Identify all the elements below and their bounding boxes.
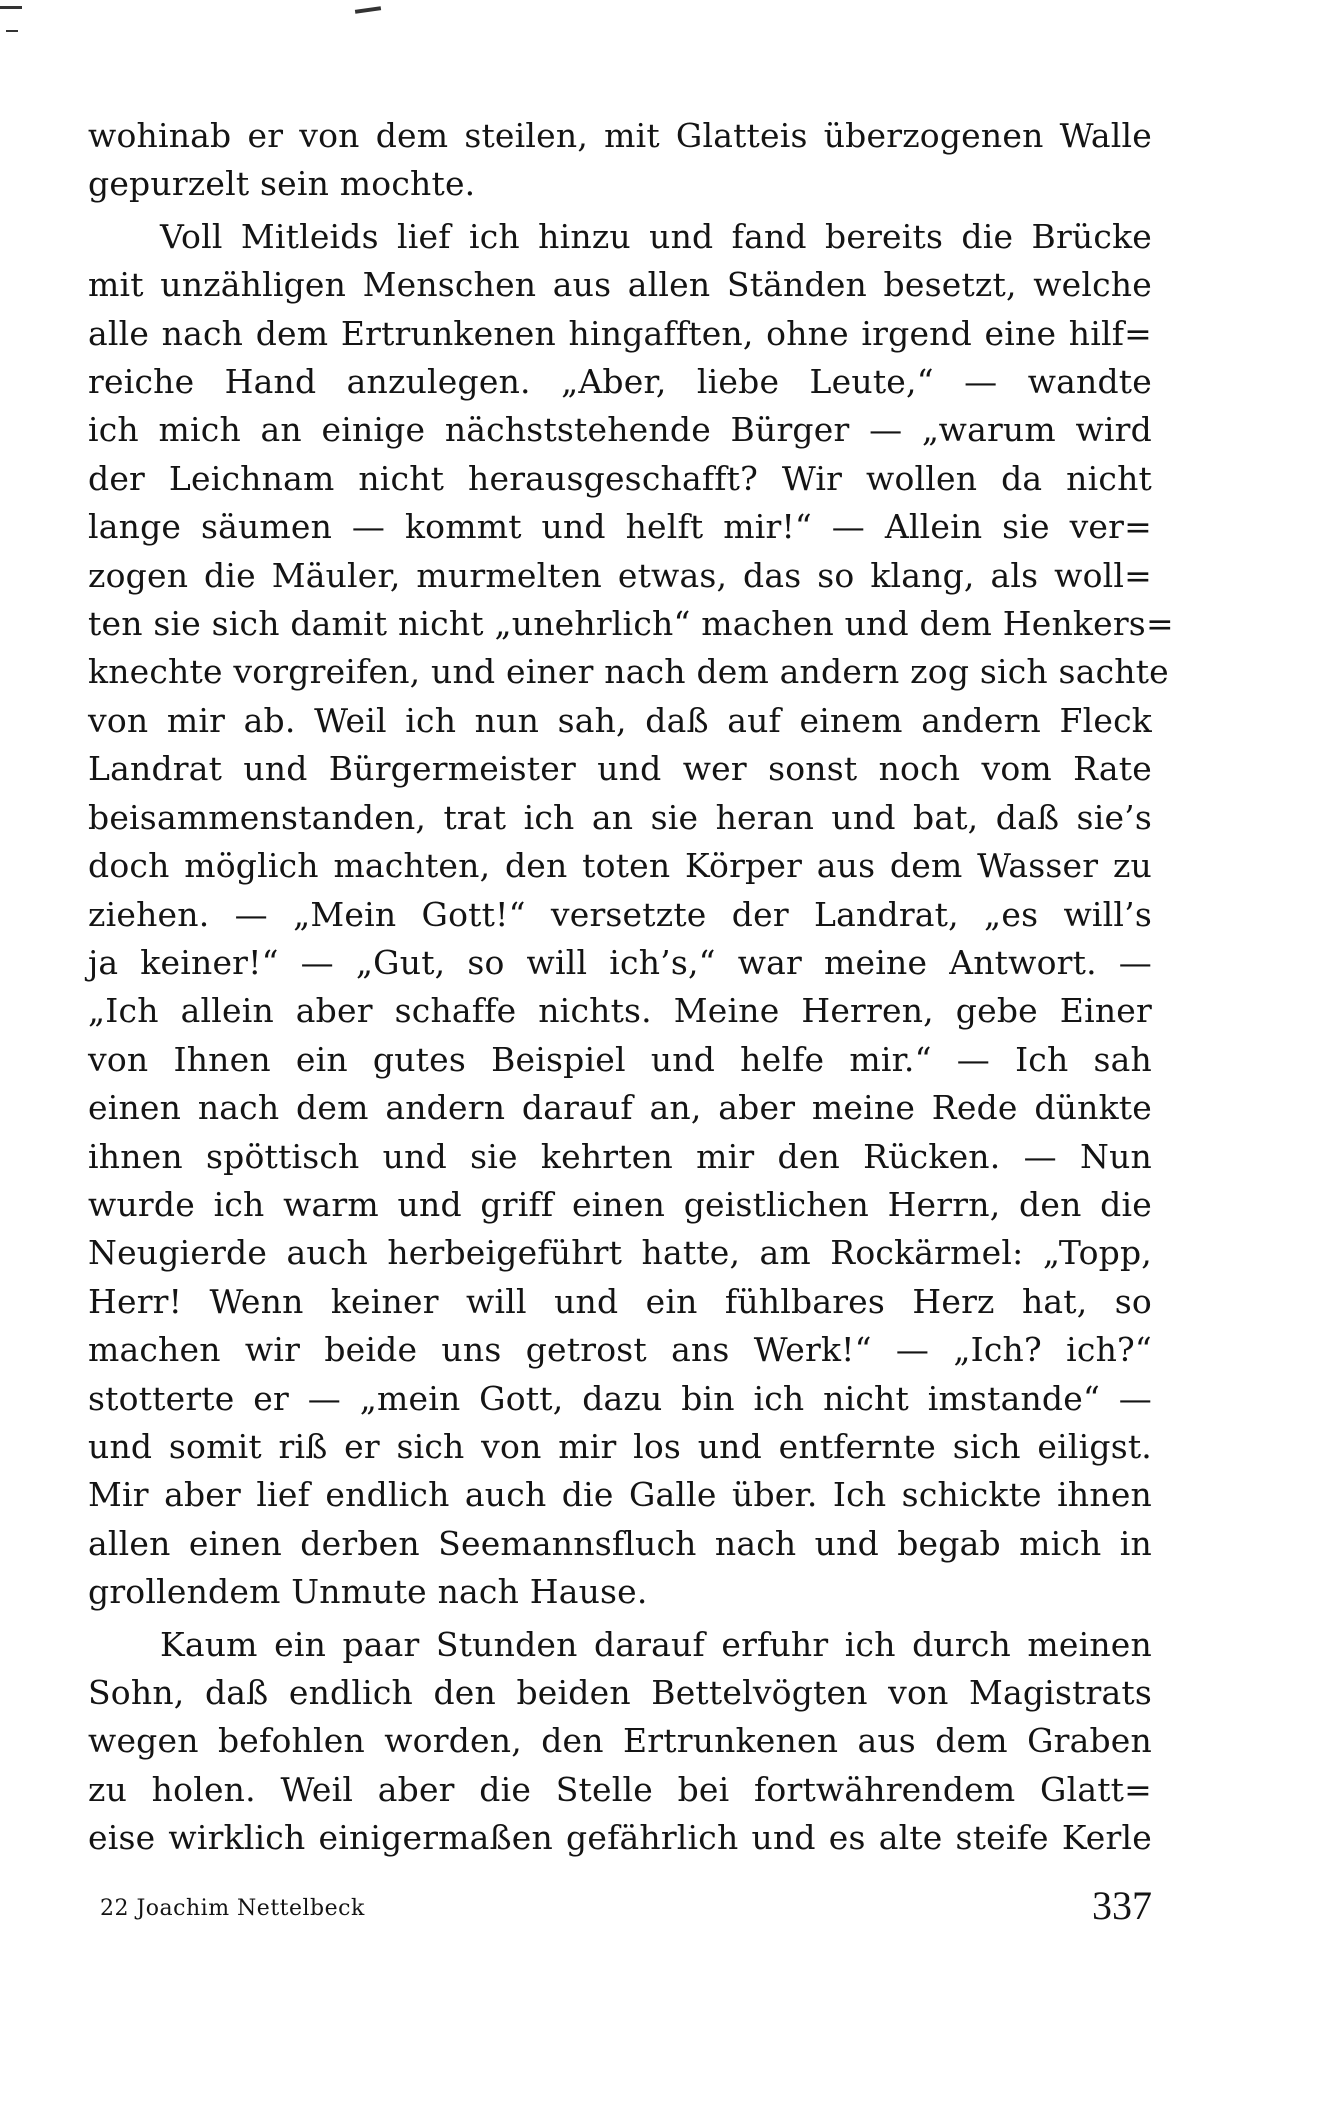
- text-line: Kaum ein paar Stunden darauf erfuhr ich durch meinen: [160, 1624, 1152, 1664]
- text-line: Sohn, daß endlich den beiden Bettelvögten von Magistrats: [88, 1673, 1152, 1712]
- scan-mark: [355, 6, 381, 14]
- text-line: ziehen. — „Mein Gott!“ versetzte der Landrat, „es will’s: [88, 894, 1152, 934]
- text-line: Herr! Wenn keiner will und ein fühlbares Herz hat, so: [88, 1281, 1152, 1321]
- text-line: ich mich an einige nächststehende Bürger — „warum wird: [88, 410, 1152, 450]
- page-number: 337: [1092, 1883, 1152, 1928]
- text-line: einen nach dem andern darauf an, aber meine Rede dünkte: [88, 1088, 1152, 1128]
- text-line: und somit riß er sich von mir los und entfernte sich eiligst.: [88, 1426, 1152, 1466]
- text-line: gepurzelt sein mochte.: [88, 164, 476, 204]
- paragraph: [88, 112, 1152, 209]
- signature-mark: 22 Joachim Nettelbeck: [100, 1896, 365, 1921]
- text-line: ihnen spöttisch und sie kehrten mir den Rücken. — Nun: [88, 1136, 1152, 1176]
- text-line: von mir ab. Weil ich nun sah, daß auf einem andern Fleck: [88, 700, 1152, 740]
- paragraph: [88, 213, 1174, 1617]
- text-line: ten sie sich damit nicht „unehrlich“ machen und dem Henkers=: [88, 604, 1174, 644]
- text-line: ja keiner!“ — „Gut, so will ich’s,“ war meine Antwort. —: [88, 942, 1152, 982]
- scan-mark: [0, 6, 22, 9]
- text-line: stotterte er — „mein Gott, dazu bin ich nicht imstande“ —: [88, 1378, 1152, 1418]
- text-line: beisammenstanden, trat ich an sie heran und bat, daß sie’s: [88, 797, 1152, 837]
- text-line: wohinab er von dem steilen, mit Glatteis überzogenen Walle: [88, 116, 1152, 155]
- text-line: Landrat und Bürgermeister und wer sonst noch vom Rate: [88, 749, 1152, 789]
- text-line: Neugierde auch herbeigeführt hatte, am Rockärmel: „Topp,: [88, 1233, 1152, 1273]
- paragraph: [88, 1621, 1152, 1863]
- scan-mark: [6, 30, 18, 32]
- text-line: zu holen. Weil aber die Stelle bei fortwährendem Glatt=: [88, 1769, 1152, 1809]
- text-line: knechte vorgreifen, und einer nach dem andern zog sich sachte: [88, 652, 1169, 692]
- text-line: wurde ich warm und griff einen geistlichen Herrn, den die: [88, 1184, 1152, 1224]
- text-line: „Ich allein aber schaffe nichts. Meine Herren, gebe Einer: [88, 991, 1152, 1031]
- text-line: alle nach dem Ertrunkenen hingafften, ohne irgend eine hilf=: [88, 313, 1152, 353]
- text-line: Voll Mitleids lief ich hinzu und fand bereits die Brücke: [160, 216, 1152, 256]
- book-page-text: [88, 112, 1174, 1863]
- text-line: machen wir beide uns getrost ans Werk!“ — „Ich? ich?“: [88, 1330, 1152, 1370]
- text-line: lange säumen — kommt und helft mir!“ — Allein sie ver=: [88, 507, 1152, 547]
- text-line: grollendem Unmute nach Hause.: [88, 1572, 648, 1612]
- text-line: von Ihnen ein gutes Beispiel und helfe mir.“ — Ich sah: [88, 1039, 1152, 1079]
- text-line: doch möglich machten, den toten Körper aus dem Wasser zu: [88, 846, 1152, 886]
- text-line: mit unzähligen Menschen aus allen Ständen besetzt, welche: [88, 265, 1152, 305]
- page-footer: [100, 1882, 1152, 1932]
- text-line: eise wirklich einigermaßen gefährlich und es alte steife Kerle: [88, 1818, 1152, 1858]
- text-line: reiche Hand anzulegen. „Aber, liebe Leute,“ — wandte: [88, 362, 1152, 402]
- text-line: wegen befohlen worden, den Ertrunkenen aus dem Graben: [88, 1721, 1152, 1761]
- text-line: zogen die Mäuler, murmelten etwas, das so klang, als woll=: [88, 555, 1152, 595]
- text-line: der Leichnam nicht herausgeschafft? Wir wollen da nicht: [88, 458, 1152, 498]
- text-line: allen einen derben Seemannsfluch nach und begab mich in: [88, 1523, 1152, 1563]
- text-line: Mir aber lief endlich auch die Galle über. Ich schickte ihnen: [88, 1475, 1152, 1515]
